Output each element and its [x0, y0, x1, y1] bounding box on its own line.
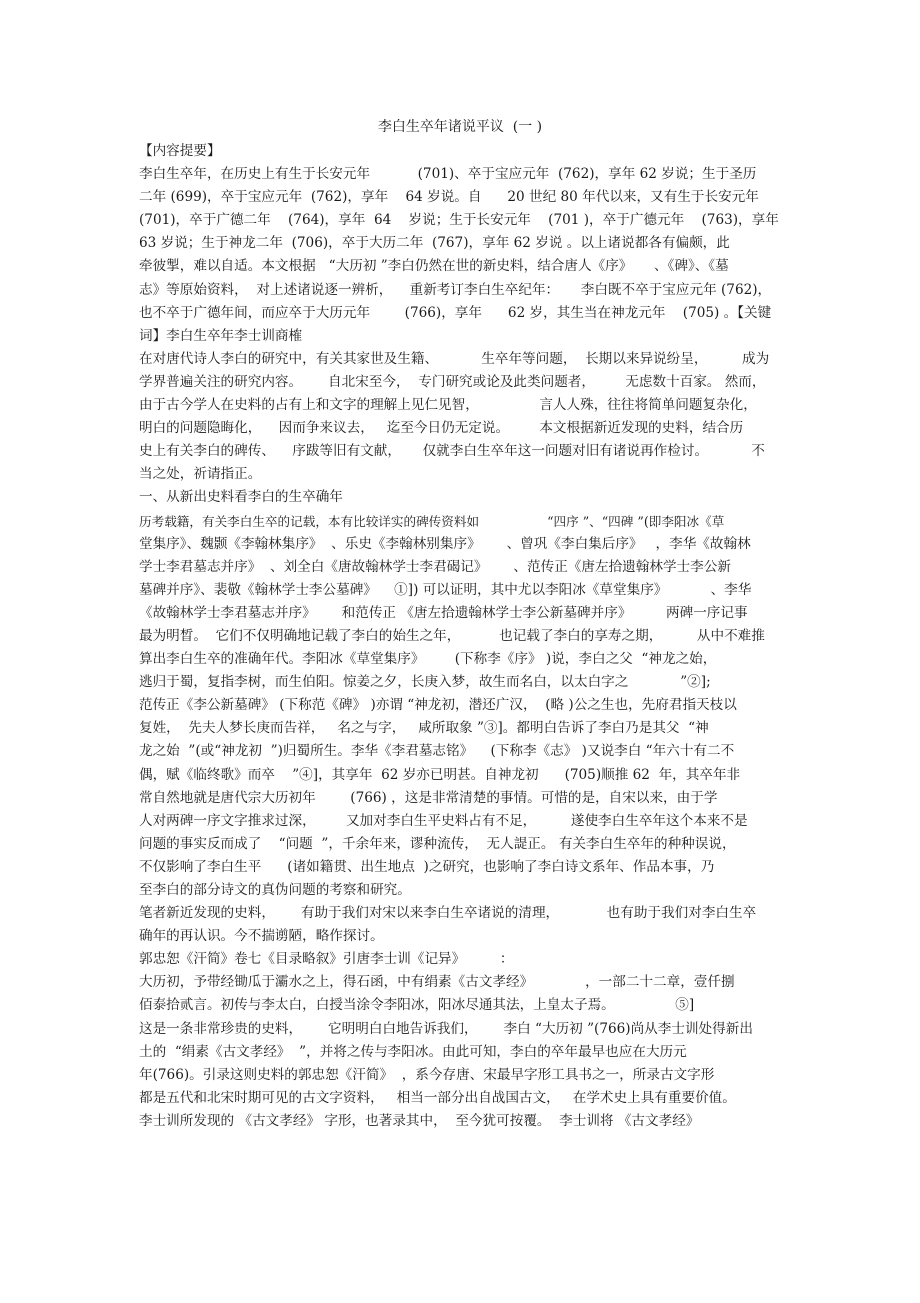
text-line: 问题的事实反而成了 “问题 ”，千余年来，谬种流传， 无人諟正。 有关李白生卒年的种种误说，: [139, 835, 736, 852]
text-line: 63 岁说；生于神龙二年 (706)，卒于大历二年 (767)，享年 62 岁说 。以上诸说都各有偏颇，此: [139, 235, 730, 252]
text-line: 笔者新近发现的史料， 有助于我们对宋以来李白生卒诸说的清理， 也有助于我们对李白生卒: [139, 905, 757, 922]
text-line: 志》等原始资料， 对上述诸说逐一辨析， 重新考订李白生卒纪年： 李白既不卒于宝应元年 (762)，: [139, 281, 772, 298]
text-line: 堂集序》、魏颢《李翰林集序》 、乐史《李翰林别集序》 、曾巩《李白集后序》 ，李华《故翰林: [139, 535, 751, 552]
text-line: 也不卒于广德年间，而应卒于大历元年 (766)，享年 62 岁，其生当在神龙元年 (705) 。【关键: [139, 304, 772, 321]
text-line: 至李白的部分诗文的真伪问题的考察和研究。: [139, 882, 411, 898]
text-line: 由于古今学人在史料的占有上和文字的理解上见仁见智， 言人人殊，往往将简单问题复杂化，: [139, 397, 757, 414]
text-line: 逃归于蜀，复指李树，而生伯阳。惊姜之夕，长庚入梦，故生而名白，以太白字之 ”②];: [139, 674, 711, 691]
text-line: 年(766)。引录这则史料的郭忠恕《汗简》 ，系今存唐、宋最早字形工具书之一，所录古文字形: [139, 1066, 715, 1083]
text-line: 土的 “绢素《古文孝经》 ”，并将之传与李阳冰。由此可知，李白的卒年最早也应在大历元: [139, 1043, 687, 1060]
quote-line: 佰泰拾贰言。初传与李太白，白授当涂令李阳冰，阳冰尽通其法，上皇太子焉。 ⑤]: [139, 997, 695, 1014]
text-line: 历考载籍，有关李白生卒的记载，本有比较详实的碑传资料如 “四序 ”、“四碑 ”(即李阳冰《草: [139, 513, 725, 529]
text-line: 史上有关李白的碑传、 序跋等旧有文献， 仅就李白生卒年这一问题对旧有诸说再作检讨。 不: [139, 443, 765, 460]
text-line: 郭忠恕《汗简》卷七《目录略叙》引唐李士训《记异》 ：: [139, 951, 514, 968]
text-line: 确年的再认识。今不揣谫陋，略作探讨。: [139, 928, 384, 945]
text-line: 龙之始 ”(或“神龙初 ”)归蜀所生。李华《李君墓志铭》 (下称李《志》 )又说李白 “年六十有二不: [139, 743, 735, 760]
text-line: 复姓， 先夫人梦长庚而告祥， 名之与字， 咸所取象 ”③]。都明白告诉了李白乃是其父 “神: [139, 720, 709, 737]
quote-line: 大历初，予带经锄瓜于灞水之上，得石函，中有绢素《古文孝经》 ，一部二十二章，壹仟捌: [139, 974, 735, 991]
document-title: 李白生卒年诸说平议 (一 ): [377, 119, 543, 135]
text-line: 李白生卒年，在历史上有生于长安元年 (701)、卒于宝应元年 (762)，享年 62 岁说；生于圣历: [139, 166, 757, 183]
text-line: 牵彼掣，难以自适。本文根据 “大历初 ”李白仍然在世的新史料，结合唐人《序》 、《碑》、《墓: [139, 258, 729, 275]
text-line: 学界普遍关注的研究内容。 自北宋至今， 专门研究或论及此类问题者， 无虑数十百家。 然而，: [139, 373, 766, 390]
text-line: 明白的问题隐晦化， 因而争来议去， 迄至今日仍无定说。 本文根据新近发现的史料，结合历: [139, 420, 744, 437]
text-line: 这是一条非常珍贵的史料， 它明明白白地告诉我们， 李白 “大历初 ”(766)尚从李士训处得新出: [139, 1020, 753, 1037]
document-body: [139, 140, 799, 1133]
section-heading: 一、从新出史料看李白的生卒确年: [139, 489, 343, 506]
text-line: 李士训所发现的 《古文孝经》 字形，也著录其中， 至今犹可按覆。 李士训将 《古文孝经》: [139, 1112, 700, 1129]
abstract-heading: 【内容提要】: [139, 143, 221, 159]
text-line: 偶，赋《临终歌》而卒 ”④]，其享年 62 岁亦已明甚。自神龙初 (705)顺推 62 年，其卒年非: [139, 766, 741, 783]
text-line: 二年 (699)，卒于宝应元年 (762)，享年 64 岁说。自 20 世纪 80 年代以来，又有生于长安元年: [139, 189, 759, 206]
text-line: 墓碑并序》、裴敬《翰林学士李公墓碑》 ①]) 可以证明，其中尤以李阳冰《草堂集序》 、李华: [139, 581, 752, 598]
text-line: 常自然地就是唐代宗大历初年 (766) ，这是非常清楚的事情。可惜的是，自宋以来，由于学: [139, 789, 718, 806]
text-line: 人对两碑一序文字推求过深， 又加对李白生平史料占有不足， 遂使李白生卒年这个本来不是: [139, 812, 748, 829]
text-line: 算出李白生卒的准确年代。李阳冰《草堂集序》 (下称李《序》 )说，李白之父 “神龙之始，: [139, 651, 717, 668]
text-line: 范传正《李公新墓碑》 (下称范《碑》 )亦谓 “神龙初，潜还广汉， (略 )公之生也，先府君指天枝以: [139, 697, 737, 714]
text-line: 不仅影响了李白生平 (诸如籍贯、出生地点 )之研究，也影响了李白诗文系年、作品本事，乃: [139, 858, 715, 875]
text-line: 在对唐代诗人李白的研究中，有关其家世及生籍、 生卒年等问题， 长期以来异说纷呈， 成为: [139, 350, 770, 367]
text-line: 当之处，祈请指正。: [139, 466, 262, 483]
text-line: 都是五代和北宋时期可见的古文字资料， 相当一部分出自战国古文， 在学术史上具有重要价值。: [139, 1089, 736, 1106]
text-line: 《故翰林学士李君墓志并序》 和范传正 《唐左拾遗翰林学士李公新墓碑并序》 两碑一序记事: [139, 604, 748, 621]
text-line: (701)，卒于广德二年 (764)，享年 64 岁说；生于长安元年 (701 )，卒于广德元年 (763)，享年: [139, 212, 779, 229]
keywords-line: 词】李白生卒年李士训商榷: [139, 327, 303, 344]
text-line: 学士李君墓志并序》 、刘全白《唐故翰林学士李君碣记》 、范传正《唐左拾遗翰林学士李公新: [139, 558, 731, 575]
text-line: 最为明晳。 它们不仅明确地记载了李白的始生之年， 也记载了李白的享寿之期， 从中不难推: [139, 627, 765, 644]
